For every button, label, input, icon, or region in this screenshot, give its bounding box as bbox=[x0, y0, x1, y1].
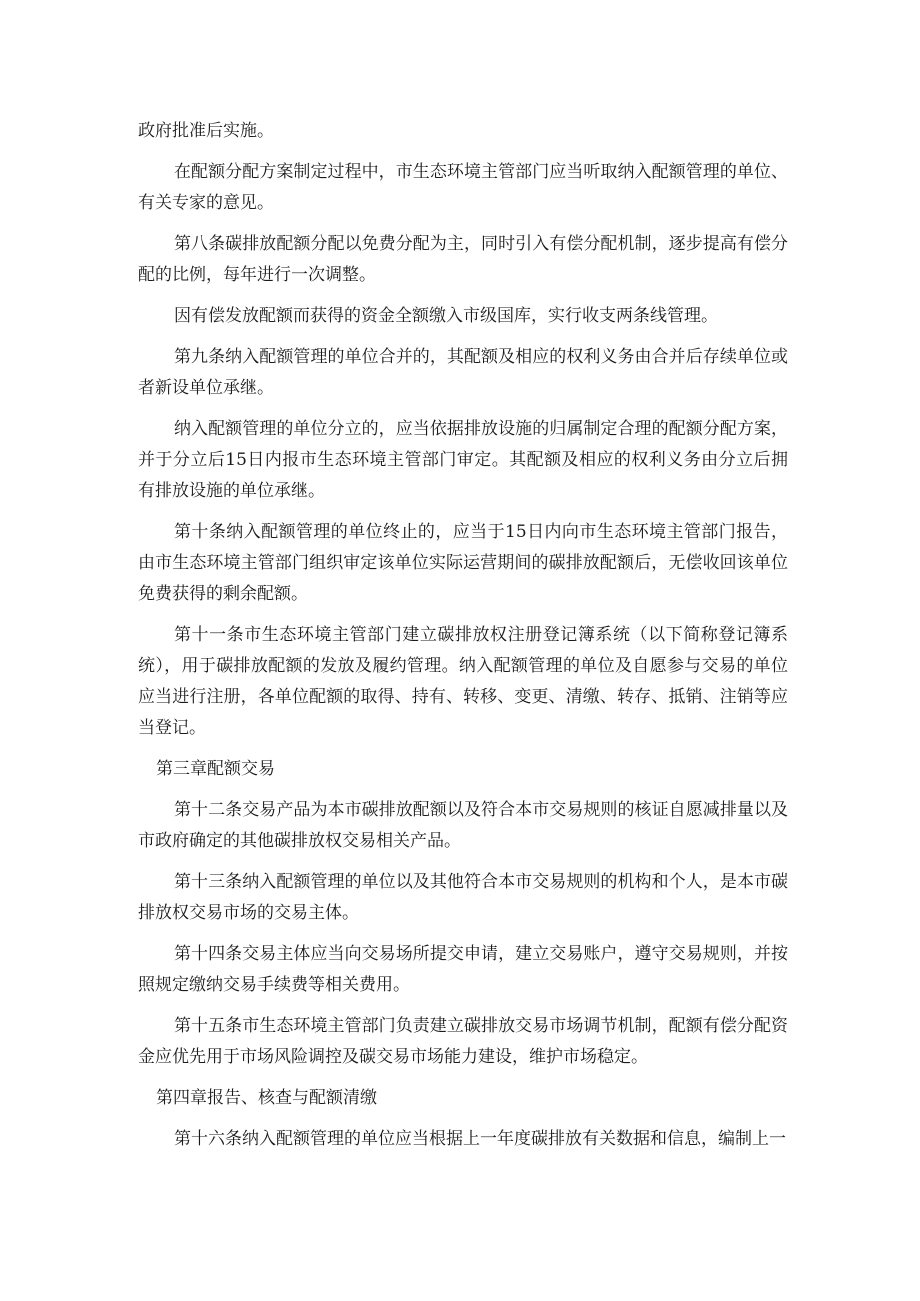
document-body bbox=[138, 116, 788, 1165]
article-9-paragraph: 第九条纳入配额管理的单位合并的，其配额及相应的权利义务由合并后存续单位或者新设单位承继。 bbox=[138, 347, 788, 398]
paragraph: 在配额分配方案制定过程中，市生态环境主管部门应当听取纳入配额管理的单位、有关专家的意见。 bbox=[138, 162, 788, 213]
chapter-4-heading: 第四章报告、核查与配额清缴 bbox=[156, 1088, 377, 1108]
paragraph: 纳入配额管理的单位分立的，应当依据排放设施的归属制定合理的配额分配方案，并于分立后15日内报市生态环境主管部门审定。其配额及相应的权利义务由分立后拥有排放设施的单位承继。 bbox=[138, 419, 788, 501]
paragraph-continuation: 政府批准后实施。 bbox=[138, 121, 274, 141]
article-13-paragraph: 第十三条纳入配额管理的单位以及其他符合本市交易规则的机构和个人，是本市碳排放权交易市场的交易主体。 bbox=[138, 872, 788, 923]
article-16-paragraph: 第十六条纳入配额管理的单位应当根据上一年度碳排放有关数据和信息，编制上一 bbox=[174, 1129, 786, 1149]
article-12-paragraph: 第十二条交易产品为本市碳排放配额以及符合本市交易规则的核证自愿减排量以及市政府确定的其他碳排放权交易相关产品。 bbox=[138, 800, 788, 851]
paragraph: 因有偿发放配额而获得的资金全额缴入市级国库，实行收支两条线管理。 bbox=[174, 306, 718, 326]
article-8-paragraph: 第八条碳排放配额分配以免费分配为主，同时引入有偿分配机制，逐步提高有偿分配的比例，每年进行一次调整。 bbox=[138, 234, 788, 285]
article-14-paragraph: 第十四条交易主体应当向交易场所提交申请，建立交易账户，遵守交易规则，并按照规定缴纳交易手续费等相关费用。 bbox=[138, 944, 788, 995]
chapter-3-heading: 第三章配额交易 bbox=[156, 759, 275, 779]
article-11-paragraph: 第十一条市生态环境主管部门建立碳排放权注册登记簿系统（以下简称登记簿系统），用于碳排放配额的发放及履约管理。纳入配额管理的单位及自愿参与交易的单位应当进行注册，各单位配额的取得、持有、转移、变更、清缴、转存、抵销、注销等应当登记。 bbox=[138, 625, 788, 738]
article-10-paragraph: 第十条纳入配额管理的单位终止的，应当于15日内向市生态环境主管部门报告，由市生态环境主管部门组织审定该单位实际运营期间的碳排放配额后，无偿收回该单位免费获得的剩余配额。 bbox=[138, 522, 788, 604]
article-15-paragraph: 第十五条市生态环境主管部门负责建立碳排放交易市场调节机制，配额有偿分配资金应优先用于市场风险调控及碳交易市场能力建设，维护市场稳定。 bbox=[138, 1016, 788, 1067]
